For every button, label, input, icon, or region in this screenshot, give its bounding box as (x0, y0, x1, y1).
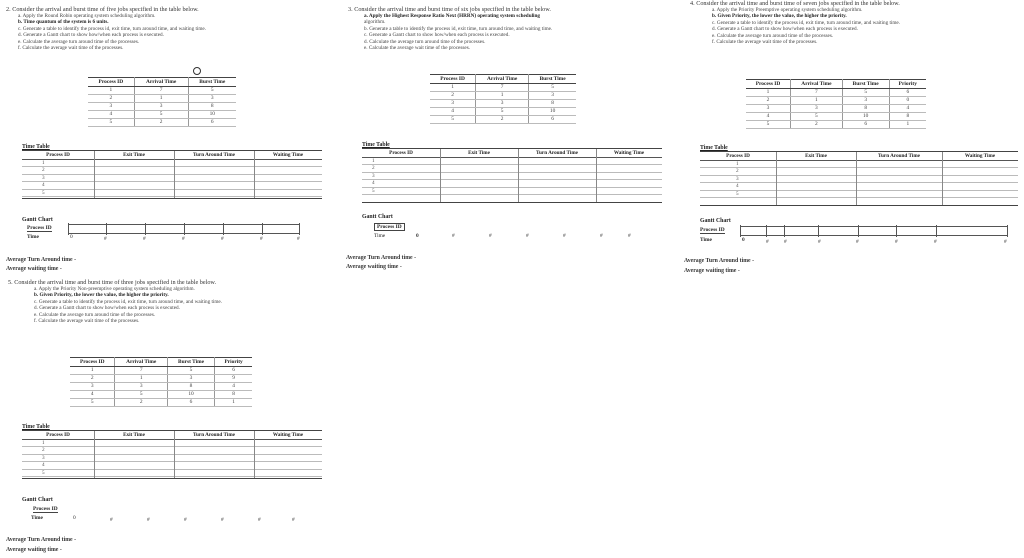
cell: 7 (134, 87, 188, 95)
cell: 4 (215, 383, 252, 391)
gantt-slot: # (104, 236, 107, 242)
q5-time-table (22, 430, 322, 479)
table-row: 3 (22, 175, 322, 182)
q2-items (18, 13, 206, 51)
cell: 8 (167, 383, 214, 391)
cell: 1 (889, 121, 926, 129)
q5-process-table (70, 357, 252, 407)
col-burst-time: Burst Time (842, 80, 889, 89)
cell: 1 (430, 84, 476, 92)
table-row: 2 (22, 167, 322, 174)
table-row: 4 (700, 183, 1018, 190)
q2-gantt-time: Time (27, 234, 39, 240)
q5-item-f: f. Calculate the average wait time of the processes. (34, 318, 140, 325)
q3-item-e: e. Calculate the average wait time of the processes. (364, 45, 471, 52)
table-row: 5 (362, 188, 662, 195)
q4-gantt-zero: 0 (742, 237, 745, 243)
cell: 6 (529, 116, 576, 124)
q2-gantt-label: Gantt Chart (22, 217, 53, 223)
table-row: 2 (22, 447, 322, 454)
table-row (70, 391, 252, 399)
cell: 2 (430, 92, 476, 100)
cell: 4 (88, 111, 134, 119)
gantt-slot: # (856, 239, 859, 245)
q4-gantt-bar (740, 226, 1008, 236)
q3-item-b: b. Generate a table to identify the process id, exit time, turn around time, and waiting time. (364, 25, 553, 32)
col-burst-time: Burst Time (167, 358, 214, 367)
q3-items (364, 13, 552, 51)
gantt-slot: # (934, 239, 937, 245)
cell: 2 (791, 121, 843, 129)
table-row (746, 89, 926, 97)
table-row (88, 111, 236, 119)
cell: 8 (889, 113, 926, 121)
cell: 7 (476, 84, 529, 92)
col-process-id: Process ID (88, 78, 134, 87)
q4-item-a: a. Apply the Priority Preemptive operating system scheduling algorithm. (712, 7, 863, 13)
cell: 8 (529, 100, 576, 108)
cell: 4 (746, 113, 791, 121)
table-row: 5 (22, 470, 322, 477)
q5-item-c: c. Generate a table to identify the process id, exit time, turn around time, and waiting time. (34, 298, 222, 305)
q4-item-f: f. Calculate the average wait time of the processes. (712, 39, 818, 46)
cell: 5 (529, 84, 576, 92)
table-row: 1 (22, 440, 322, 447)
cell: 0 (889, 97, 926, 105)
gantt-slot: # (563, 233, 566, 239)
q2-avg-waiting: Average waiting time - (6, 266, 62, 272)
gantt-slot: # (895, 239, 898, 245)
gantt-slot: # (600, 233, 603, 239)
q4-gantt-time: Time (700, 237, 712, 243)
table-row: 1 (700, 161, 1018, 168)
table-row: 1 (362, 158, 662, 165)
q4-avg-waiting: Average waiting time - (684, 268, 740, 274)
gantt-slot: # (292, 517, 295, 523)
cell: 6 (215, 367, 252, 375)
cell: 2 (134, 119, 188, 127)
cell: 6 (842, 121, 889, 129)
cell: 3 (134, 103, 188, 111)
table-row: 5 (700, 191, 1018, 198)
table-row (430, 108, 576, 116)
cell: 2 (476, 116, 529, 124)
q5-gantt-label: Gantt Chart (22, 497, 53, 503)
q3-item-d: d. Calculate the average turn around time of the processes. (364, 38, 486, 45)
cell: 10 (188, 111, 236, 119)
table-row: 4 (22, 462, 322, 469)
q3-gantt-time: Time (374, 233, 386, 239)
q3-gantt-label: Gantt Chart (362, 214, 393, 220)
cell: 3 (430, 100, 476, 108)
q2-gantt-zero: 0 (70, 234, 73, 240)
gantt-slot: # (143, 236, 146, 242)
col-exit-time: Exit Time (123, 432, 145, 438)
q2-time-table (22, 150, 322, 199)
cell: 1 (791, 97, 843, 105)
cell: 1 (88, 87, 134, 95)
cell: 9 (215, 375, 252, 383)
col-waiting-time: Waiting Time (613, 150, 645, 156)
cell: 6 (167, 399, 214, 407)
q5-item-a: a. Apply the Priority Non-preemptive operating system scheduling algorithm. (34, 286, 195, 292)
table-row (70, 383, 252, 391)
table-row (88, 119, 236, 127)
gantt-slot: # (818, 239, 821, 245)
table-row: 3 (700, 176, 1018, 183)
q5-avg-turn-around: Average Turn Around time - (6, 537, 76, 543)
cell: 10 (167, 391, 214, 399)
col-arrival-time: Arrival Time (476, 75, 529, 84)
col-waiting-time: Waiting Time (964, 153, 996, 159)
gantt-slot: # (147, 517, 150, 523)
gantt-slot: # (489, 233, 492, 239)
col-process-id: Process ID (430, 75, 476, 84)
table-row (70, 375, 252, 383)
cell: 8 (842, 105, 889, 113)
cell: 5 (134, 111, 188, 119)
col-arrival-time: Arrival Time (134, 78, 188, 87)
gantt-slot: # (110, 517, 113, 523)
col-arrival-time: Arrival Time (115, 358, 167, 367)
q4-title: 4. Consider the arrival time and burst time of seven jobs specified in the table below. (690, 0, 900, 7)
gantt-slot: # (221, 517, 224, 523)
q5-items (34, 286, 222, 324)
q4-process-table (746, 79, 926, 129)
q2-title: 2. Consider the arrival and burst time of five jobs specified in the table below. (6, 6, 199, 13)
cell: 3 (791, 105, 843, 113)
gantt-slot: # (766, 239, 769, 245)
cell: 5 (115, 391, 167, 399)
table-row (746, 121, 926, 129)
table-row: 2 (700, 168, 1018, 175)
q2-gantt-process-id: Process ID (27, 225, 52, 231)
circle-mark-icon (193, 67, 201, 75)
col-process-id: Process ID (46, 152, 70, 158)
gantt-slot: # (260, 236, 263, 242)
col-waiting-time: Waiting Time (272, 152, 304, 158)
col-exit-time: Exit Time (468, 150, 490, 156)
cell: 2 (115, 399, 167, 407)
cell: 7 (115, 367, 167, 375)
q5-time-table-label: Time Table (22, 424, 50, 430)
cell: 3 (842, 97, 889, 105)
q5-item-b: b. Given Priority, the lower the value, the higher the priority. (34, 292, 169, 299)
col-priority: Priority (215, 358, 252, 367)
table-row (430, 84, 576, 92)
table-row: 2 (362, 165, 662, 172)
cell: 1 (70, 367, 115, 375)
gantt-slot: # (258, 517, 261, 523)
q3-time-table-label: Time Table (362, 142, 390, 148)
cell: 3 (70, 383, 115, 391)
cell: 5 (88, 119, 134, 127)
q3-avg-waiting: Average waiting time - (346, 264, 402, 270)
cell: 10 (529, 108, 576, 116)
col-turn-around-time: Turn Around Time (193, 432, 235, 438)
cell: 1 (476, 92, 529, 100)
table-row: 3 (22, 455, 322, 462)
table-row (430, 116, 576, 124)
col-process-id: Process ID (389, 150, 413, 156)
gantt-slot: # (628, 233, 631, 239)
cell: 5 (70, 399, 115, 407)
col-process-id: Process ID (46, 432, 70, 438)
table-row: 4 (362, 180, 662, 187)
table-row (88, 87, 236, 95)
cell: 6 (188, 119, 236, 127)
q5-avg-waiting: Average waiting time - (6, 547, 62, 553)
q2-item-b: b. Time quantum of the system is 6 units. (18, 19, 109, 26)
col-process-id: Process ID (70, 358, 115, 367)
col-burst-time: Burst Time (529, 75, 576, 84)
gantt-slot: # (526, 233, 529, 239)
cell: 5 (188, 87, 236, 95)
table-row (746, 105, 926, 113)
q4-item-e: e. Calculate the average turn around time of the processes. (712, 32, 834, 39)
table-row (746, 97, 926, 105)
q4-item-c: c. Generate a table to identify the process id, exit time, turn around time, and waiting time. (712, 19, 900, 26)
cell: 8 (215, 391, 252, 399)
gantt-slot: # (452, 233, 455, 239)
cell: 2 (88, 95, 134, 103)
col-process-id: Process ID (746, 80, 791, 89)
q4-items (712, 7, 900, 45)
table-row: 3 (362, 173, 662, 180)
table-row: 1 (22, 160, 322, 167)
cell: 3 (88, 103, 134, 111)
cell: 4 (889, 105, 926, 113)
cell: 3 (746, 105, 791, 113)
col-priority: Priority (889, 80, 926, 89)
q3-item-c: c. Generate a Gantt chart to show how/when each process is executed. (364, 32, 510, 39)
col-exit-time: Exit Time (123, 152, 145, 158)
cell: 5 (476, 108, 529, 116)
q2-avg-turn-around: Average Turn Around time - (6, 257, 76, 263)
q2-item-e: e. Calculate the average turn around time of the processes. (18, 38, 140, 45)
table-row: 4 (22, 182, 322, 189)
col-turn-around-time: Turn Around Time (193, 152, 235, 158)
q4-avg-turn-around: Average Turn Around time - (684, 258, 754, 264)
cell: 7 (791, 89, 843, 97)
cell: 10 (842, 113, 889, 121)
cell: 3 (188, 95, 236, 103)
q3-title: 3. Consider the arrival time and burst time of six jobs specified in the table below. (348, 6, 551, 13)
cell: 1 (215, 399, 252, 407)
q2-item-d: d. Generate a Gantt chart to show how/when each process is executed. (18, 32, 164, 39)
q3-gantt-process-id: Process ID (374, 223, 405, 231)
q3-item-a: a. Apply the Highest Response Ratio Next (HRRN) operating system scheduling (364, 13, 540, 19)
col-waiting-time: Waiting Time (272, 432, 304, 438)
gantt-slot: # (1004, 239, 1007, 245)
cell: 6 (889, 89, 926, 97)
cell: 3 (115, 383, 167, 391)
col-process-id: Process ID (726, 153, 750, 159)
table-row (70, 367, 252, 375)
q4-item-d: d. Generate a Gantt chart to show how/when each process is executed. (712, 26, 858, 33)
cell: 4 (430, 108, 476, 116)
q2-time-table-label: Time Table (22, 144, 50, 150)
cell: 1 (115, 375, 167, 383)
cell: 3 (529, 92, 576, 100)
cell: 5 (791, 113, 843, 121)
q3-avg-turn-around: Average Turn Around time - (346, 255, 416, 261)
q3-item-a-cont: algorithm. (364, 19, 386, 26)
cell: 5 (746, 121, 791, 129)
q5-title: 5. Consider the arrival time and burst time of three jobs specified in the table below. (8, 279, 217, 286)
q5-gantt-process-id: Process ID (33, 506, 58, 512)
cell: 5 (430, 116, 476, 124)
gantt-slot: # (182, 236, 185, 242)
table-row (430, 92, 576, 100)
q5-gantt-zero: 0 (73, 515, 76, 521)
q2-item-a: a. Apply the Round Robin operating system scheduling algorithm. (18, 13, 156, 19)
q4-time-table-label: Time Table (700, 145, 728, 151)
q5-gantt-time: Time (31, 515, 43, 521)
q4-item-b: b. Given Priority, the lower the value, the higher the priority. (712, 13, 847, 20)
q2-gantt-bar (68, 224, 300, 234)
cell: 2 (746, 97, 791, 105)
col-arrival-time: Arrival Time (791, 80, 843, 89)
gantt-slot: # (221, 236, 224, 242)
col-burst-time: Burst Time (188, 78, 236, 87)
q4-time-table (700, 151, 1018, 206)
table-row (88, 95, 236, 103)
table-row (746, 113, 926, 121)
cell: 4 (70, 391, 115, 399)
cell: 8 (188, 103, 236, 111)
q2-item-c: c. Generate a table to identify the process id, exit time, turn around time, and waiting time. (18, 25, 206, 32)
col-turn-around-time: Turn Around Time (878, 153, 920, 159)
table-row (70, 399, 252, 407)
table-row (88, 103, 236, 111)
cell: 3 (167, 375, 214, 383)
q5-item-d: d. Generate a Gantt chart to show how/when each process is executed. (34, 305, 180, 312)
cell: 5 (167, 367, 214, 375)
q2-item-f: f. Calculate the average wait time of the processes. (18, 45, 124, 52)
cell: 1 (134, 95, 188, 103)
q3-process-table (430, 74, 576, 124)
q4-gantt-process-id: Process ID (700, 227, 725, 233)
q3-gantt-zero: 0 (416, 233, 419, 239)
gantt-slot: # (297, 236, 300, 242)
q5-item-e: e. Calculate the average turn around time of the processes. (34, 311, 156, 318)
cell: 2 (70, 375, 115, 383)
q3-time-table (362, 148, 662, 203)
cell: 5 (842, 89, 889, 97)
gantt-slot: # (784, 239, 787, 245)
col-turn-around-time: Turn Around Time (536, 150, 578, 156)
col-exit-time: Exit Time (805, 153, 827, 159)
q4-gantt-label: Gantt Chart (700, 218, 731, 224)
q2-process-table (88, 77, 236, 127)
cell: 3 (476, 100, 529, 108)
cell: 1 (746, 89, 791, 97)
gantt-slot: # (184, 517, 187, 523)
table-row: 5 (22, 190, 322, 197)
table-row (430, 100, 576, 108)
